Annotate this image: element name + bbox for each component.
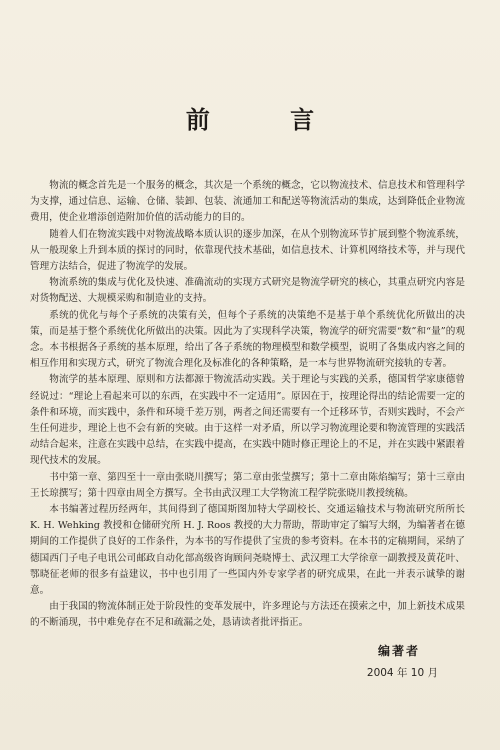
paragraph-6: 书中第一章、第四至十一章由张晓川撰写；第二章由张莹撰写；第十二章由陈焰编写；第十三章由王长琼撰写；第十四章由周全方撰写。全书由武汉理工大学物流工程学院张晓川教授统稿。 <box>30 471 465 499</box>
paragraph-3: 物流系统的集成与优化及快速、准确流动的实现方式研究是物流学研究的核心，其重点研究内容是对货物配送、大规模采购和制造业的支持。 <box>30 277 465 305</box>
paragraph-8: 由于我国的物流体制正处于阶段性的变革发展中，许多理论与方法还在摸索之中，加上新技术成果的不断涌现，书中难免存在不足和疏漏之处，恳请读者批评指正。 <box>30 601 465 629</box>
paragraph-2: 随着人们在物流实践中对物流战略本质认识的逐步加深，在从个别物流环节扩展到整个物流系统，从一般现象上升到本质的探讨的同时，依靠现代技术基础，如信息技术、计算机网络技术等，并与现代管理方法结合，促进了物流学的发展。 <box>30 228 465 273</box>
date-label: 2004 年 10 月 <box>366 667 438 679</box>
preface-body <box>30 178 465 632</box>
paragraph-4: 系统的优化与每个子系统的决策有关，但每个子系统的决策绝不是基于单个系统优化所做出的决策，而是基于整个系统优化所做出的决策。因此为了实现科学决策，物流学的研究需要“数”和“量”的观念。本书根据各子系统的基本原理，给出了各子系统的物理模型和数学模型，说明了各集成内容之间的相互作用和实现方式，研究了物流合理化及标准化的各种策略，是一本与世界物流研究接轨的专著。 <box>30 309 465 370</box>
page-title: 前 言 <box>185 105 351 134</box>
paragraph-7: 本书编著过程历经两年，其间得到了德国斯图加特大学副校长、交通运输技术与物流研究所所长 K. H. Wehking 教授和仓储研究所 H. J. Roos 教授的大力帮助，帮助审定了编写大纲，为编著者在德期间的工作提供了良好的工作条件，为本书的写作提供了宝贵的参考资料。在本书的定稿期间，采纳了德国西门子电子电讯公司邮政自动化部高级咨询顾问尧晓博士、武汉理工大学徐章一副教授及黄花叶、鄂晓征老师的很多有益建议，书中也引用了一些国内外专家学者的研究成果，在此一并表示诚挚的谢意。 <box>30 504 465 597</box>
signature-block <box>367 642 438 680</box>
author-label: 编著者 <box>377 644 420 658</box>
paragraph-5: 物流学的基本原理、原则和方法都源于物流活动实践。关于理论与实践的关系，德国哲学家康德曾经说过：“理论上看起来可以的东西，在实践中不一定适用”。原因在于，按理论得出的结论需要一定的条件和环境，而实践中，条件和环境千差万别，两者之间还需要有一个迁移环节，否则实践时，不会产生任何进步，理论上也不会有新的突破。由于这样一对矛盾，所以学习物流理论要和物流管理的实践活动结合起来，注意在实践中总结，在实践中提高，在实践中随时修正理论上的不足，并在实践中紧跟着现代技术的发展。 <box>30 374 465 467</box>
paragraph-1: 物流的概念首先是一个服务的概念，其次是一个系统的概念，它以物流技术、信息技术和管理科学为支撑，通过信息、运输、仓储、装卸、包装、流通加工和配送等物流活动的集成，达到降低企业物流费用，使企业增添创造附加价值的活动能力的目的。 <box>30 180 465 224</box>
